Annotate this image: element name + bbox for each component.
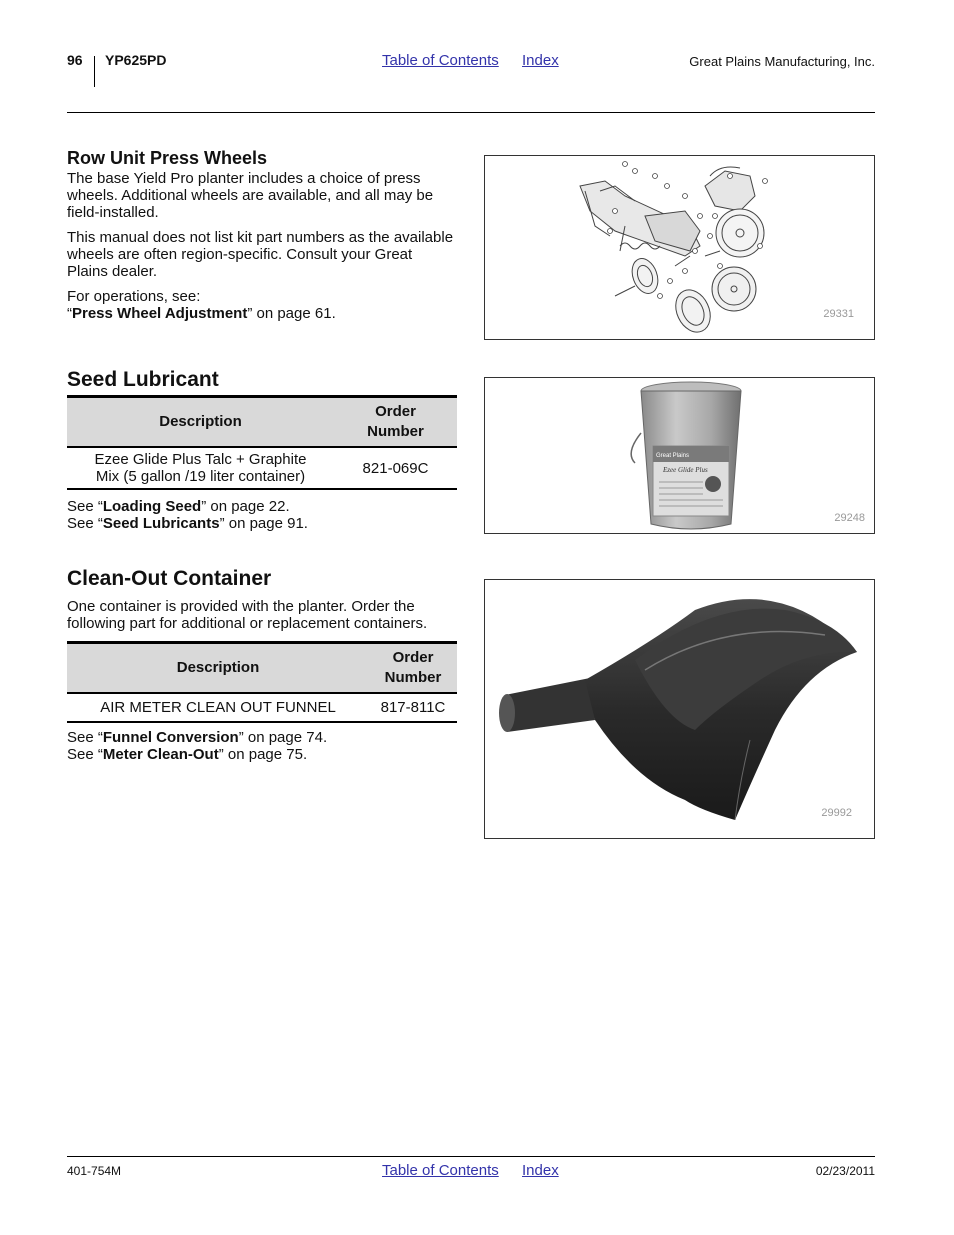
meter-cleanout-ref: See “Meter Clean-Out” on page 75. <box>67 746 308 763</box>
row-description: Ezee Glide Plus Talc + Graphite Mix (5 gallon /19 liter container) <box>94 451 307 485</box>
figure-number: 29248 <box>834 512 865 524</box>
row-order-number: 817-811C <box>380 699 446 716</box>
cleanout-table <box>67 641 457 723</box>
lubricant-bucket-figure <box>484 377 875 534</box>
publication-date: 02/23/2011 <box>815 1164 875 1178</box>
cleanout-funnel-photo <box>485 580 874 838</box>
table-row <box>67 447 457 489</box>
loading-seed-ref: See “Loading Seed” on page 22. <box>67 498 290 515</box>
meter-cleanout-link[interactable]: Meter Clean-Out <box>102 746 219 763</box>
document-number: 401-754M <box>67 1164 122 1178</box>
press-wheels-section <box>67 150 457 322</box>
seed-lubricant-section <box>67 368 457 532</box>
row-order-number: 821-069C <box>362 459 429 477</box>
index-link-header[interactable]: Index <box>522 52 559 69</box>
press-wheel-exploded-diagram <box>485 156 874 339</box>
page-number: 96 <box>67 52 83 68</box>
cleanout-heading: Clean-Out Container <box>67 567 272 590</box>
loading-seed-link[interactable]: Loading Seed <box>102 498 202 515</box>
header-divider <box>94 56 95 87</box>
seed-lubricants-ref: See “Seed Lubricants” on page 91. <box>67 515 308 532</box>
press-wheels-ops-intro: For operations, see: <box>67 288 201 305</box>
company-name: Great Plains Manufacturing, Inc. <box>689 54 875 69</box>
col-order-number: Order Number <box>369 643 457 694</box>
col-order-number: Order Number <box>334 397 457 448</box>
bucket-brand-text: Great Plains <box>656 453 690 459</box>
table-header-row <box>67 397 457 448</box>
cleanout-section <box>67 567 457 763</box>
toc-link-footer[interactable]: Table of Contents <box>382 1162 499 1179</box>
lubricant-bucket-photo <box>485 378 874 533</box>
press-wheels-ref: “Press Wheel Adjustment” on page 61. <box>67 305 336 322</box>
seed-lubricants-link[interactable]: Seed Lubricants <box>102 515 220 532</box>
press-wheel-figure <box>484 155 875 340</box>
bucket-product-text: Ezee Glide Plus <box>663 466 708 474</box>
toc-link-header[interactable]: Table of Contents <box>382 52 499 69</box>
row-description: AIR METER CLEAN OUT FUNNEL <box>100 699 336 716</box>
press-wheels-heading: Row Unit Press Wheels <box>67 148 268 168</box>
seed-lubricant-heading: Seed Lubricant <box>67 368 219 391</box>
footer-rule <box>67 1156 875 1157</box>
funnel-conversion-ref: See “Funnel Conversion” on page 74. <box>67 729 328 746</box>
figure-number: 29331 <box>823 308 854 320</box>
seed-lubricant-table <box>67 395 457 490</box>
funnel-conversion-link[interactable]: Funnel Conversion <box>102 729 239 746</box>
model-name: YP625PD <box>105 52 167 68</box>
cleanout-para: One container is provided with the planter. Order the following part for additional or replacement containers. <box>67 598 428 632</box>
press-wheels-para2: This manual does not list kit part numbers as the available wheels are often region-specific. Consult your Great Plains dealer. <box>67 229 454 280</box>
figure-number: 29992 <box>821 807 852 819</box>
funnel-figure <box>484 579 875 839</box>
index-link-footer[interactable]: Index <box>522 1162 559 1179</box>
press-wheels-para1: The base Yield Pro planter includes a choice of press wheels. Additional wheels are available, and all may be field-installed. <box>67 170 434 221</box>
table-row <box>67 693 457 722</box>
col-description: Description <box>67 397 334 448</box>
press-wheel-adjustment-ref[interactable]: Press Wheel Adjustment <box>72 305 248 322</box>
col-description: Description <box>67 643 369 694</box>
table-header-row <box>67 643 457 694</box>
header-rule <box>67 112 875 113</box>
